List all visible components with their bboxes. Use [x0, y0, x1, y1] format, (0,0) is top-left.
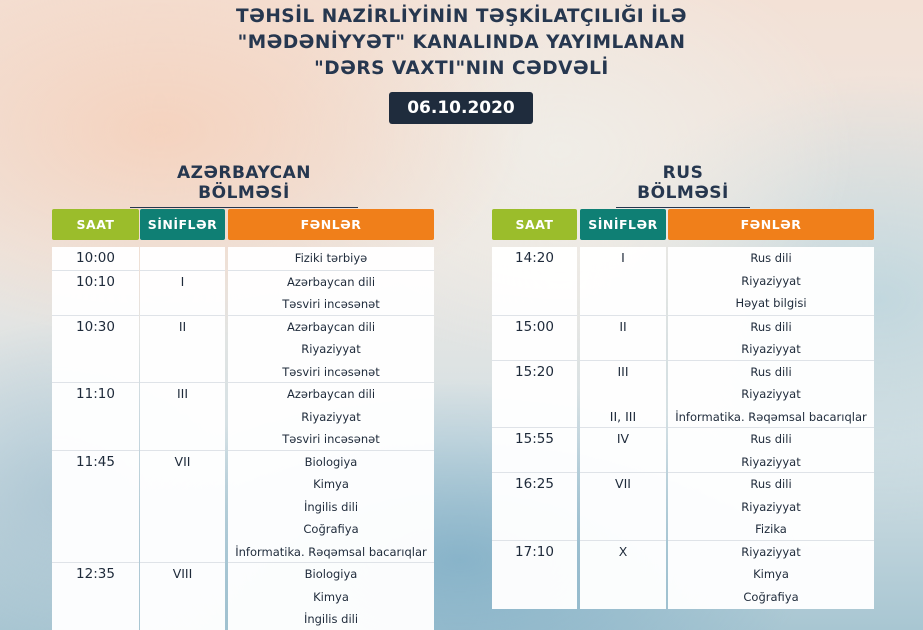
subject-cell: Riyaziyyat — [301, 342, 361, 356]
subject-cell: Biologiya — [304, 567, 358, 581]
az-block-classes — [140, 270, 225, 315]
subject-cell: İnformatika. Rəqəmsal bacarıqlar — [235, 544, 427, 559]
subject-cell: Riyaziyyat — [741, 544, 801, 559]
ru-block-time — [492, 360, 577, 428]
az-block-classes — [140, 382, 225, 450]
ru-block-subjects — [668, 472, 874, 540]
time-cell: 10:00 — [76, 250, 115, 266]
ru-column-time — [492, 247, 577, 609]
title-line-1: TƏHSİL NAZİRLİYİNİN TƏŞKİLATÇILIĞI İLƏ — [235, 6, 687, 27]
time-cell: 11:45 — [76, 453, 115, 470]
ru-block-time — [492, 247, 577, 315]
subject-cell: Rus dili — [750, 477, 792, 491]
az-schedule-table — [52, 247, 434, 630]
subject-cell: Azərbaycan dili — [286, 387, 376, 401]
subject-cell: Azərbaycan dili — [286, 319, 376, 334]
subject-cell: Biologiya — [304, 454, 358, 469]
class-cell: II, III — [609, 408, 637, 424]
ru-block-classes — [580, 427, 666, 472]
az-column-classes — [140, 247, 225, 630]
class-cell: VII — [174, 453, 191, 469]
az-block-classes — [140, 315, 225, 383]
subject-cell: Rus dili — [750, 251, 792, 265]
az-block-subjects — [228, 450, 434, 563]
time-cell: 11:10 — [76, 386, 115, 402]
subject-cell: Rus dili — [750, 364, 792, 379]
ru-header-subjects: FƏNLƏR — [668, 209, 874, 240]
class-cell — [140, 247, 225, 270]
ru-block-classes — [580, 360, 666, 428]
subject-cell: Təsviri incəsənət — [282, 297, 380, 311]
az-block-time — [52, 562, 139, 630]
az-block-time — [52, 315, 139, 383]
class-cell: II — [619, 318, 627, 334]
class-cell: II — [178, 318, 187, 334]
subject-cell: Kimya — [313, 477, 349, 491]
subject-cell: Rus dili — [750, 432, 792, 446]
subject-cell: Riyaziyyat — [301, 409, 361, 424]
az-block-subjects — [228, 247, 434, 270]
class-cell: IV — [616, 431, 630, 446]
ru-block-subjects — [668, 315, 874, 360]
ru-column-classes — [580, 247, 666, 609]
ru-block-time — [492, 427, 577, 472]
az-block-subjects — [228, 382, 434, 450]
subject-cell: Təsviri incəsənət — [282, 364, 380, 379]
class-cell: I — [621, 250, 625, 265]
az-block-time — [52, 382, 139, 450]
subject-cell: Riyaziyyat — [741, 499, 801, 514]
class-cell: III — [176, 386, 189, 401]
subject-cell: Riyaziyyat — [741, 273, 801, 288]
subject-cell: Coğrafiya — [743, 589, 799, 604]
page-title — [0, 4, 923, 82]
az-block-classes — [140, 450, 225, 563]
time-cell: 12:35 — [76, 566, 115, 582]
subject-cell: İngilis dili — [303, 499, 359, 514]
subject-cell: Rus dili — [750, 319, 792, 334]
ru-block-subjects — [668, 427, 874, 472]
az-column-subjects — [228, 247, 434, 630]
ru-block-classes — [580, 472, 666, 540]
subject-cell: Fiziki tərbiyə — [294, 251, 368, 265]
ru-block-time — [492, 472, 577, 540]
az-block-time — [52, 270, 139, 315]
section-title-ru: RUS BÖLMƏSİ — [616, 163, 750, 208]
az-block-subjects — [228, 562, 434, 630]
time-cell: 10:10 — [76, 273, 115, 290]
ru-block-time — [492, 540, 577, 608]
subject-cell: İngilis dili — [303, 612, 359, 626]
time-cell: 10:30 — [76, 318, 115, 335]
az-block-subjects — [228, 315, 434, 383]
date-badge: 06.10.2020 — [389, 92, 533, 124]
ru-schedule-table — [492, 247, 874, 609]
time-cell: 15:20 — [515, 363, 554, 380]
subject-cell: Riyaziyyat — [741, 454, 801, 469]
ru-block-time — [492, 315, 577, 360]
az-block-time — [52, 450, 139, 563]
az-block-classes — [140, 562, 225, 630]
section-title-az: AZƏRBAYCAN BÖLMƏSİ — [130, 163, 358, 208]
class-cell: I — [180, 273, 185, 289]
subject-cell: Azərbaycan dili — [286, 274, 376, 289]
time-cell: 15:00 — [515, 318, 554, 335]
ru-block-subjects — [668, 247, 874, 315]
ru-header-classes: SİNİFLƏR — [580, 209, 666, 240]
subject-cell: Kimya — [753, 567, 789, 581]
ru-block-classes — [580, 247, 666, 315]
subject-cell: Təsviri incəsənət — [282, 432, 380, 446]
az-header-time: SAAT — [52, 209, 139, 240]
class-cell: VII — [615, 476, 631, 491]
time-cell: 17:10 — [515, 543, 554, 560]
subject-cell: Fizika — [755, 522, 787, 536]
time-cell: 15:55 — [515, 431, 554, 447]
class-cell: VIII — [172, 566, 193, 581]
class-cell: X — [618, 543, 628, 559]
subject-cell: Həyat bilgisi — [735, 296, 807, 310]
subject-cell: Riyaziyyat — [741, 342, 801, 356]
class-cell: III — [617, 363, 629, 379]
subject-cell: Coğrafiya — [303, 522, 359, 536]
subject-cell: Riyaziyyat — [741, 387, 801, 401]
az-header-subjects: FƏNLƏR — [228, 209, 434, 240]
az-block-classes — [140, 247, 225, 270]
subject-cell: Kimya — [313, 589, 349, 604]
ru-header-time: SAAT — [492, 209, 577, 240]
az-block-subjects — [228, 270, 434, 315]
az-header-classes: SİNİFLƏR — [140, 209, 225, 240]
time-cell: 16:25 — [515, 476, 554, 492]
time-cell: 14:20 — [515, 250, 554, 266]
ru-column-subjects — [668, 247, 874, 609]
az-block-time — [52, 247, 139, 270]
ru-block-classes — [580, 540, 666, 608]
ru-block-subjects — [668, 360, 874, 428]
subject-cell: İnformatika. Rəqəmsal bacarıqlar — [675, 409, 867, 424]
class-cell — [580, 383, 666, 406]
ru-block-classes — [580, 315, 666, 360]
title-line-2: "MƏDƏNİYYƏT" KANALINDA YAYIMLANAN — [237, 32, 686, 53]
title-line-3: "DƏRS VAXTI"NIN CƏDVƏLİ — [314, 58, 609, 79]
az-column-time — [52, 247, 139, 630]
ru-block-subjects — [668, 540, 874, 608]
